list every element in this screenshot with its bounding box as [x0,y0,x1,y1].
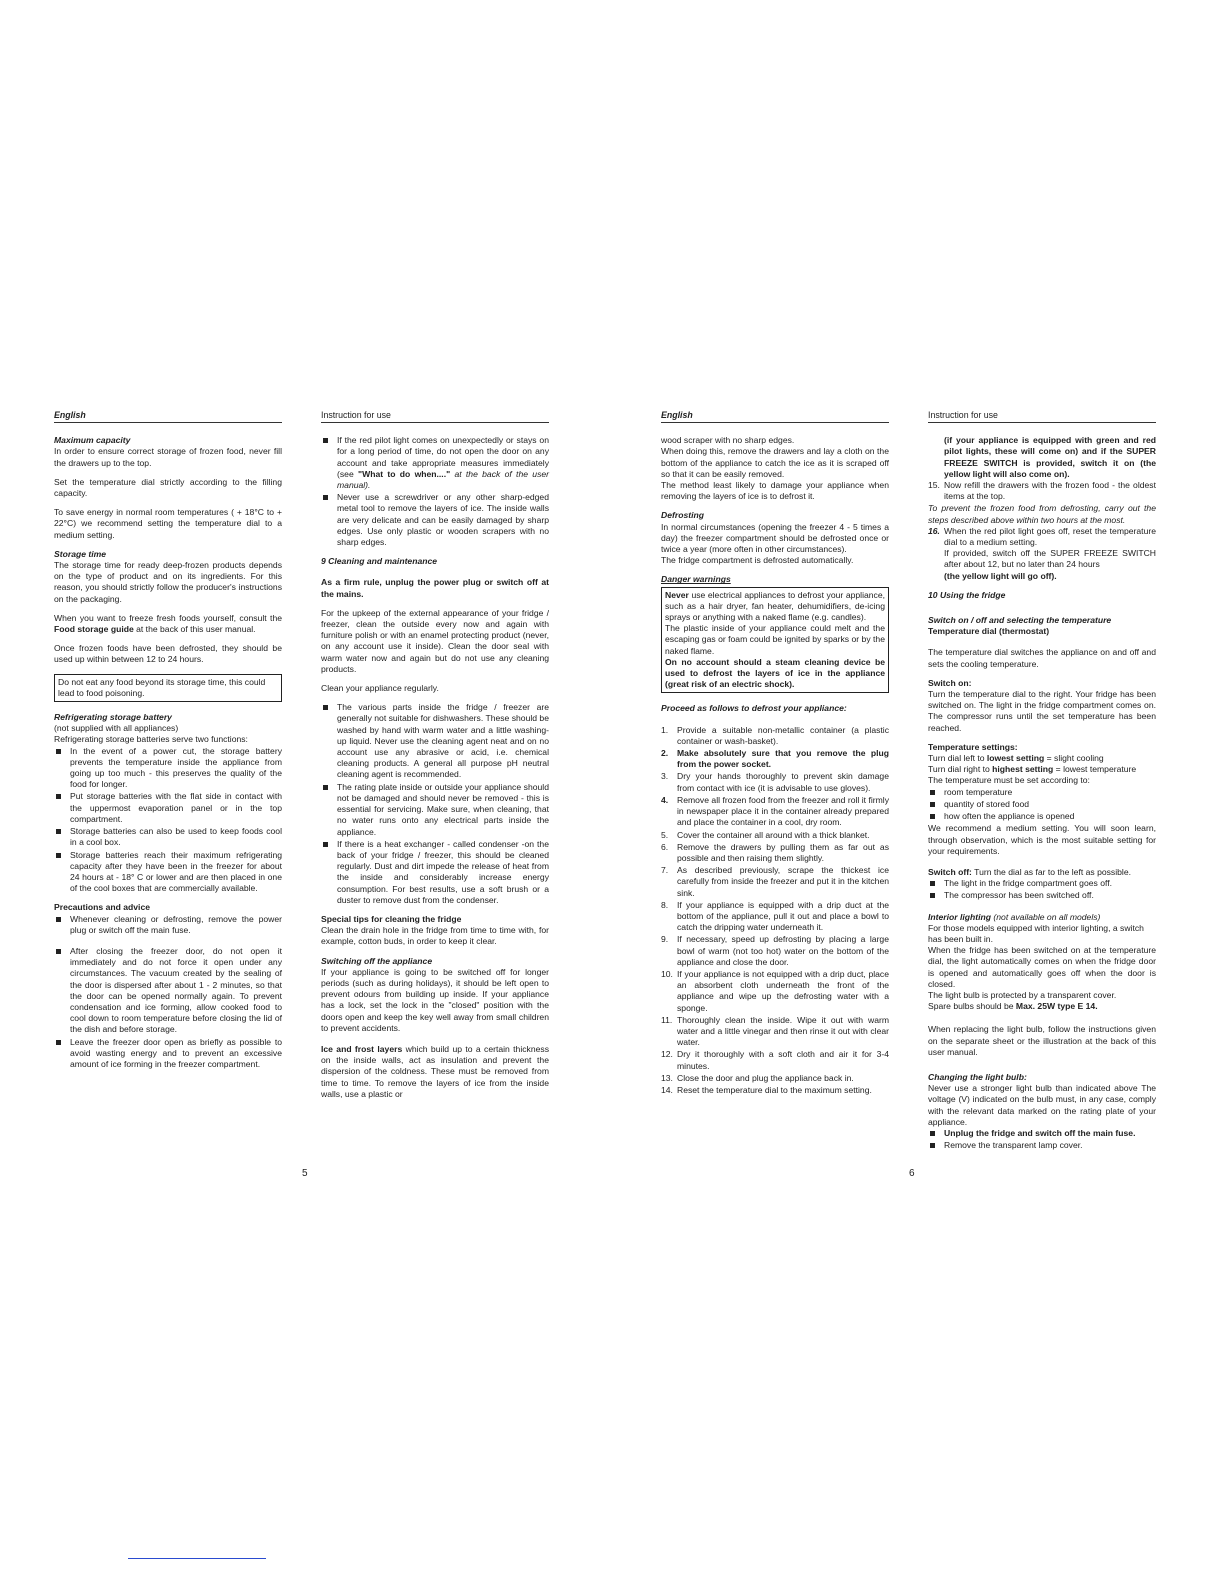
step-item: 6. Remove the drawers by pulling them as far out as possible and then raising them slightly. [661,841,889,863]
paragraph: Once frozen foods have been defrosted, they should be used up within between 12 to 24 hours. [54,643,282,665]
list-item: Unplug the fridge and switch off the main fuse. [928,1128,1156,1139]
step-item: 9. If necessary, speed up defrosting by placing a large bowl of warm (not too hot) water on the bottom of the appliance and close the door. [661,934,889,967]
paragraph: If your appliance is going to be switched off for longer periods (such as during holidays), it should be left open to prevent odours from building up inside. If your appliance has a lock, set the lock in the "closed" position with the doors open and keep the key well away from small children to prevent accidents. [321,966,549,1033]
page-header: Instruction for use [928,410,1156,423]
footer-divider [128,1558,266,1559]
section-title: Changing the light bulb: [928,1071,1027,1082]
page-header: English [54,410,282,423]
paragraph: Refrigerating storage batteries serve two functions: [54,734,248,745]
section-title: 10 Using the fridge [928,589,1006,600]
list-item: If the red pilot light comes on unexpectedly or stays on for a long period of time, do not open the door on any account and take appropriate measures immediately (see "What to do when...." at the back of the user manual). [321,435,549,491]
step-item: 7. As described previously, scrape the thickest ice carefully from inside the freezer and put it in the kitchen sink. [661,865,889,898]
paragraph: The temperature dial switches the appliance on and off and sets the cooling temperature. [928,647,1156,669]
paragraph: In normal circumstances (opening the freezer 4 - 5 times a day) the freezer compartment should be defrosted once or twice a year (more often in other circumstances). [661,521,889,555]
paragraph: Ice and frost layers which build up to a certain thickness on the inside walls, act as insulation and prevent the dispersion of the coldness. These must be removed from time to time. To remove the layers of ice from the inside walls, use a plastic or [321,1043,549,1099]
column-4 [928,410,1156,1157]
section-subtitle: Temperature dial (thermostat) [928,626,1050,637]
list-item: Storage batteries reach their maximum refrigerating capacity after they have been in the freezer for about 24 hours at - 18° C or lower and are then placed in one of the cool boxes that are commercially available. [54,850,282,895]
step-item: 5. Cover the container all around with a thick blanket. [661,829,870,840]
section-title: Defrosting [661,510,704,521]
step-item: 15. Now refill the drawers with the frozen food - the oldest items at the top. [928,480,1156,502]
defrost-steps-cont [928,526,1156,582]
step-item: 10. If your appliance is not equipped with a drip duct, place an absorbent cloth underneath the front of the appliance and wipe up the defrosting water with a sponge. [661,968,889,1013]
step-item: 11. Thoroughly clean the inside. Wipe it out with warm water and a little vinegar and then rinse it out with clear water. [661,1014,889,1048]
section-title: Switching off the appliance [321,955,433,966]
paragraph: To save energy in normal room temperatures ( + 18°C to + 22°C) we recommend setting the temperature dial to a medium setting. [54,507,282,540]
list-item: quantity of stored food [928,799,1156,810]
paragraph: When replacing the light bulb, follow the instructions given on the separate sheet or the illustration at the back of this user manual. [928,1024,1156,1057]
column-1 [54,410,282,1076]
setting-line: Turn dial left to lowest setting = slight cooling [928,753,1104,764]
section-title: Maximum capacity [54,435,131,446]
step-item: 8. If your appliance is equipped with a drip duct at the bottom of the appliance, pull it out and place a bowl to catch the dripping water underneath it. [661,899,889,933]
section-title: Special tips for cleaning the fridge [321,913,462,924]
page-number: 5 [302,1168,308,1179]
list-item: Remove the transparent lamp cover. [928,1140,1156,1151]
ice-warning-list [321,435,549,548]
page-number: 6 [909,1168,915,1179]
paragraph: (not supplied with all appliances) [54,723,179,734]
bulb-list [928,1128,1156,1151]
section-title: Refrigerating storage battery [54,712,172,723]
paragraph: The temperature must be set according to: [928,775,1090,786]
defrost-steps-cont [928,480,1156,502]
warning-box: Do not eat any food beyond its storage time, this could lead to food poisoning. [54,674,282,702]
danger-box: Never use electrical appliances to defrost your appliance, such as a hair dryer, fan heater, dehumidifiers, de-icing sprays or anything with a naked flame (e.g. candles). The plastic inside of your appliance could melt and the escaping gas or foam could be ignited by sparks or by the naked flame. On no account should a steam cleaning device be used to defrost the layers of ice in the appliance (great risk of an electric shock). [661,587,889,694]
section-title: Danger warnings [661,574,731,585]
page-header: Instruction for use [321,410,549,423]
step-item: 4. Remove all frozen food from the freezer and roll it firmly in newspaper place it in the container already prepared and place the container in a cool, dry room. [661,794,889,828]
step-item: 13. Close the door and plug the appliance back in. [661,1072,854,1083]
note: To prevent the frozen food from defrosting, carry out the steps described above within two hours at the most. [928,503,1156,525]
food-storage-guide-ref: Food storage guide [54,624,134,635]
list-item: Put storage batteries with the flat side in contact with the uppermost evaporation panel or in the top compartment. [54,791,282,825]
paragraph: The storage time for ready deep-frozen products depends on the type of product and on its ingredients. For this reason, you should strictly follow the producer's instructions on the packaging. [54,560,282,604]
list-item: room temperature [928,787,1156,798]
section-title: 9 Cleaning and maintenance [321,556,438,567]
settings-list [928,787,1156,823]
paragraph: wood scraper with no sharp edges. [661,435,795,446]
list-item: how often the appliance is opened [928,811,1156,822]
page-header: English [661,410,889,423]
paragraph: The light bulb is protected by a transparent cover. [928,989,1117,1000]
defrost-steps [661,725,889,1097]
column-3 [661,410,889,1102]
paragraph: Never use a stronger light bulb than indicated above The voltage (V) indicated on the bulb must, in any case, comply with the relevant data marked on the rating plate of your appliance. [928,1083,1156,1127]
paragraph: Turn the temperature dial to the right. Your fridge has been switched on. The light in the fridge compartment comes on. The compressor runs until the set temperature has been reached. [928,689,1156,733]
switch-off-line: Switch off: Turn the dial as far to the left as possible. [928,866,1131,877]
paragraph: The fridge compartment is defrosted automatically. [661,555,854,566]
list-item: Never use a screwdriver or any other sharp-edged metal tool to remove the layers of ice. The inside walls are very delicate and can be easily damaged by sharp edges. Use only plastic or wooden scrapers with no sharp edges. [321,492,549,548]
step-item: 16. When the red pilot light goes off, reset the temperature dial to a medium setting. If provided, switch off the SUPER FREEZE SWITCH after about 12, but no later than 24 hours (the yellow light will go off). [928,525,1156,581]
paragraph: For those models equipped with interior lighting, a switch has been built in. [928,922,1144,944]
list-item: In the event of a power cut, the storage battery prevents the temperature inside the appliance from going up too much - this preserves the quality of the food for longer. [54,746,282,791]
list-item: The compressor has been switched off. [928,890,1156,901]
battery-list [54,746,282,895]
paragraph: Clean the drain hole in the fridge from time to time with, for example, cotton buds, in order to keep it clear. [321,925,549,947]
step-item: 2. Make absolutely sure that you remove the plug from the power socket. [661,748,889,770]
paragraph: We recommend a medium setting. You will soon learn, through observation, which is the most suitable setting for your requirements. [928,823,1156,856]
paragraph: (if your appliance is equipped with green and red pilot lights, these will come on) and if the SUPER FREEZE SWITCH is provided, switch it on (the yellow light will also come on). [944,435,1156,479]
firm-rule: As a firm rule, unplug the power plug or switch off at the mains. [321,577,549,599]
setting-line: Turn dial right to highest setting = lowest temperature [928,764,1137,775]
list-item: Leave the freezer door open as briefly as possible to avoid wasting energy and to prevent an excessive amount of ice forming in the freezer compartment. [54,1037,282,1071]
cleaning-list [321,702,549,906]
section-title: Storage time [54,548,107,559]
list-item: Storage batteries can also be used to keep foods cool in a cool box. [54,826,282,848]
paragraph: When doing this, remove the drawers and lay a cloth on the bottom of the appliance to catch the ice as it is scraped off so that it can be easily removed. [661,446,889,479]
paragraph: Clean your appliance regularly. [321,683,439,694]
section-title: Switch on / off and selecting the temperature [928,615,1112,626]
list-item: If there is a heat exchanger - called condenser -on the back of your fridge / freezer, this should be cleaned regularly. Dust and dirt impede the release of heat from the inside and considerably increase energy consumption. For best results, use a soft brush or a duster to remove dust from the condenser. [321,839,549,906]
section-title: Interior lighting (not available on all models) [928,911,1101,922]
section-title: Temperature settings: [928,741,1018,752]
paragraph: When the fridge has been switched on at the temperature dial, the light automatically comes on when the fridge door is opened and automatically goes off when the door is closed. [928,945,1156,989]
step-item: 3. Dry your hands thoroughly to prevent skin damage from contact with ice (it is advisable to use gloves). [661,771,889,793]
step-item: 12. Dry it thoroughly with a soft cloth and air it for 3-4 minutes. [661,1049,889,1071]
section-title: Switch on: [928,677,972,688]
section-title: Proceed as follows to defrost your appliance: [661,703,847,714]
list-item: After closing the freezer door, do not open it immediately and do not force it open under any circumstances. The vacuum created by the sealing of the door is dispersed after about 1 - 2 minutes, so that the door can be opened normally again. To prevent condensation and ice forming, allow cooked food to cool down to room temperature before closing the lid of the dish and before storage. [54,946,282,1036]
column-2 [321,410,549,1108]
list-item: The light in the fridge compartment goes off. [928,878,1156,889]
step-item: 1. Provide a suitable non-metallic container (a plastic container or wash-basket). [661,724,889,746]
paragraph: The method least likely to damage your appliance when removing the layers of ice is to defrost it. [661,480,889,502]
list-item: Whenever cleaning or defrosting, remove the power plug or switch off the main fuse. [54,914,282,936]
switch-off-list [928,878,1156,901]
list-item: The various parts inside the fridge / freezer are generally not suitable for dishwashers. These should be washed by hand with warm water and a little washing-up liquid. Never use the cleaning agent neat and on no account use any abrasive or acid, i.e. chemical cleaning products. A general all purpose pH neutral cleaning agent is recommended. [321,702,549,780]
list-item: The rating plate inside or outside your appliance should not be damaged and should never be removed - this is essential for servicing. Make sure, when cleaning, that no water runs onto any electrical parts inside the appliance. [321,782,549,838]
paragraph: For the upkeep of the external appearance of your fridge / freezer, clean the outside every now and again with furniture polish or with an enamel protecting product (never, on any account use it inside). Clean the door seal with warm water now and again but do not use any cleaning products. [321,607,549,674]
paragraph: Spare bulbs should be Max. 25W type E 14. [928,1001,1098,1012]
paragraph: In order to ensure correct storage of frozen food, never fill the drawers up to the top. [54,446,282,468]
section-title: Precautions and advice [54,902,150,913]
precautions-list [54,914,282,1071]
step-item: 14. Reset the temperature dial to the maximum setting. [661,1084,872,1095]
paragraph: When you want to freeze fresh foods yourself, consult the Food storage guide at the back of this user manual. [54,612,282,635]
paragraph: Set the temperature dial strictly according to the filling capacity. [54,476,282,499]
